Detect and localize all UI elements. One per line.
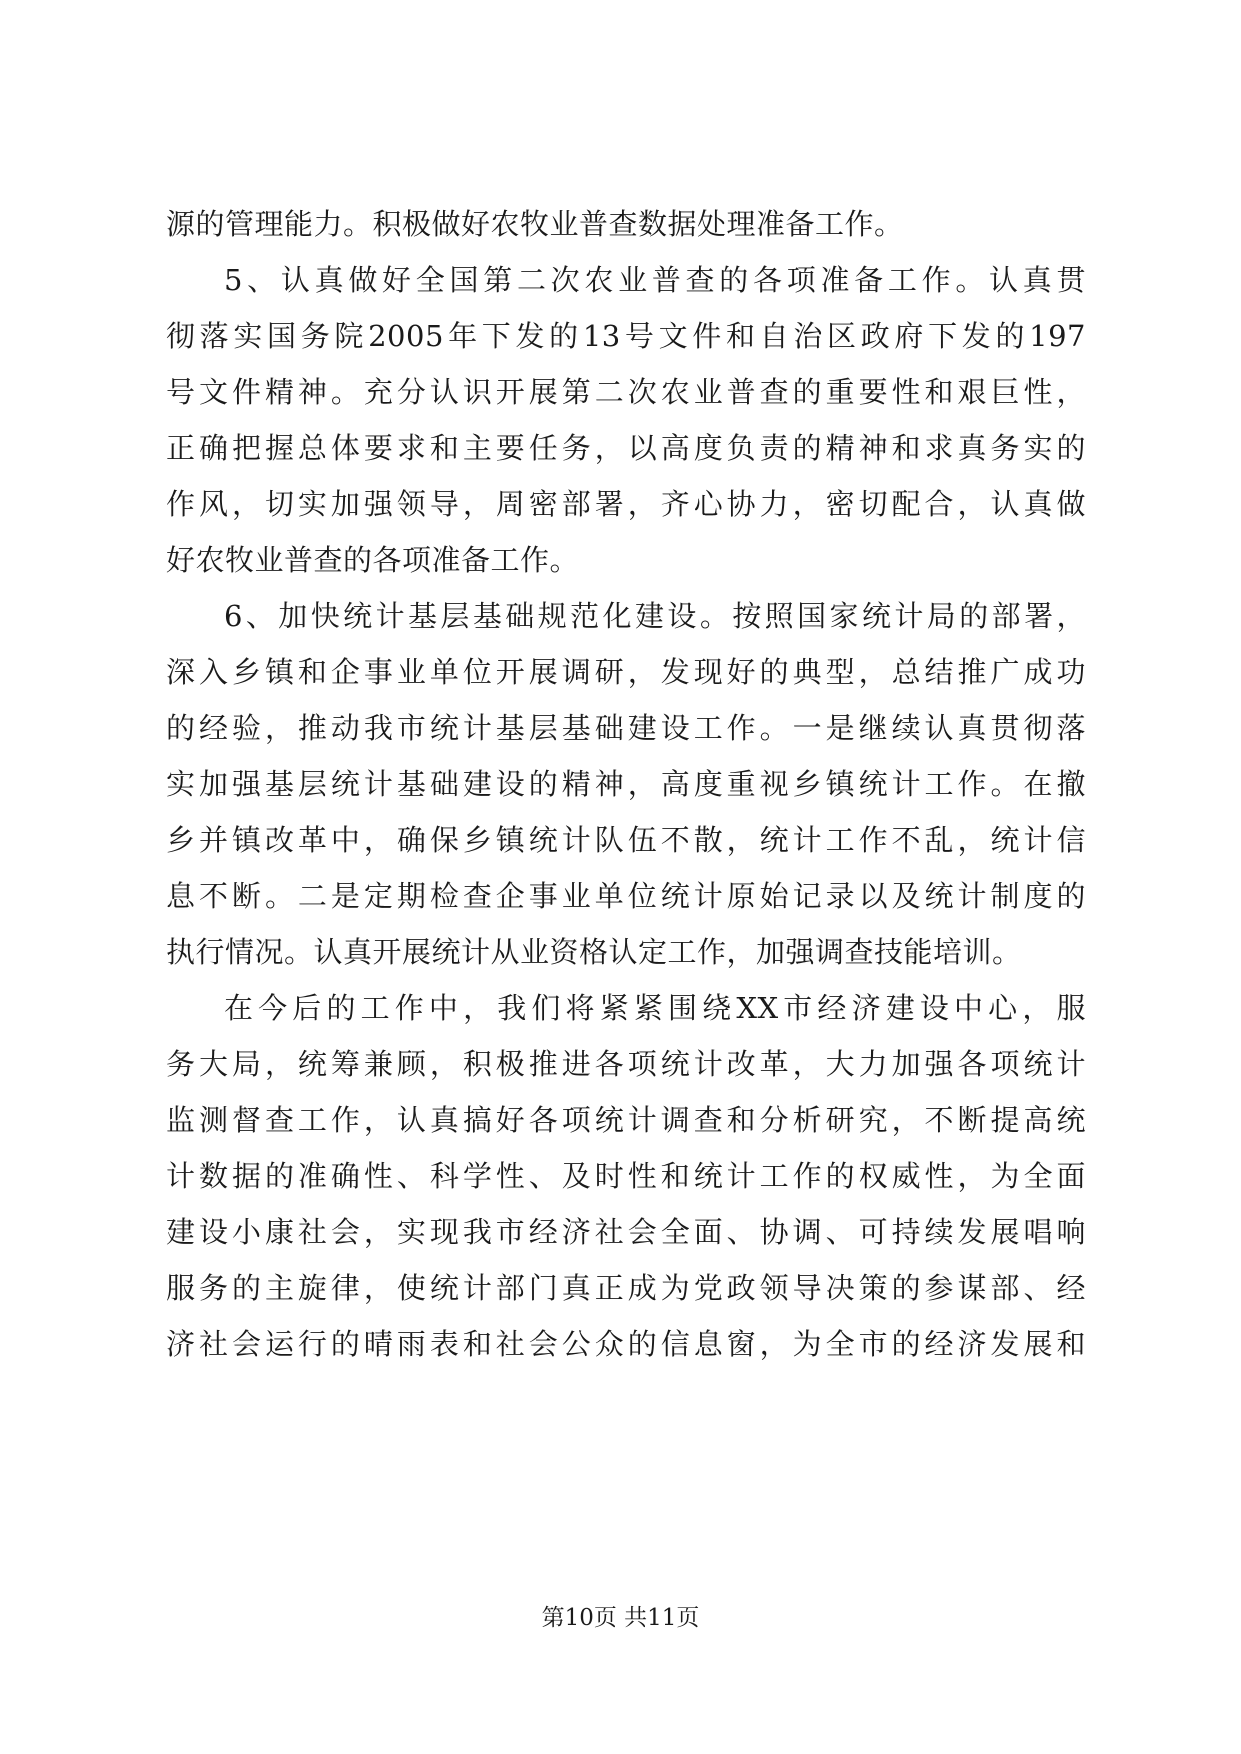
text-line: 执行情况。认真开展统计从业资格认定工作，加强调查技能培训。 bbox=[166, 935, 1022, 969]
text-line: 正确把握总体要求和主要任务，以高度负责的精神和求真务实的 bbox=[166, 431, 1086, 465]
text-line: 服务的主旋律，使统计部门真正成为党政领导决策的参谋部、经 bbox=[166, 1271, 1086, 1305]
text-line: 息不断。二是定期检查企事业单位统计原始记录以及统计制度的 bbox=[166, 879, 1086, 913]
text-line: 6、加快统计基层基础规范化建设。按照国家统计局的部署， bbox=[224, 599, 1086, 633]
text-line: 5、认真做好全国第二次农业普查的各项准备工作。认真贯 bbox=[224, 263, 1086, 297]
text-line: 在今后的工作中，我们将紧紧围绕XX市经济建设中心，服 bbox=[224, 991, 1086, 1025]
text-line: 好农牧业普查的各项准备工作。 bbox=[166, 543, 580, 577]
text-line: 彻落实国务院2005年下发的13号文件和自治区政府下发的197 bbox=[166, 319, 1086, 353]
text-line: 作风，切实加强领导，周密部署，齐心协力，密切配合，认真做 bbox=[166, 487, 1086, 521]
text-line: 建设小康社会，实现我市经济社会全面、协调、可持续发展唱响 bbox=[166, 1215, 1086, 1249]
text-line: 乡并镇改革中，确保乡镇统计队伍不散，统计工作不乱，统计信 bbox=[166, 823, 1086, 857]
text-line: 务大局，统筹兼顾，积极推进各项统计改革，大力加强各项统计 bbox=[166, 1047, 1086, 1081]
text-line: 深入乡镇和企事业单位开展调研，发现好的典型，总结推广成功 bbox=[166, 655, 1086, 689]
body-text bbox=[166, 196, 1086, 1372]
page-footer bbox=[0, 1603, 1241, 1633]
text-line: 实加强基层统计基础建设的精神，高度重视乡镇统计工作。在撤 bbox=[166, 767, 1086, 801]
text-line: 的经验，推动我市统计基层基础建设工作。一是继续认真贯彻落 bbox=[166, 711, 1086, 745]
text-line: 号文件精神。充分认识开展第二次农业普查的重要性和艰巨性， bbox=[166, 375, 1086, 409]
text-line: 源的管理能力。积极做好农牧业普查数据处理准备工作。 bbox=[166, 207, 904, 241]
text-line: 监测督查工作，认真搞好各项统计调查和分析研究，不断提高统 bbox=[166, 1103, 1086, 1137]
page-number: 第10页 共11页 bbox=[541, 1605, 700, 1631]
text-line: 济社会运行的晴雨表和社会公众的信息窗，为全市的经济发展和 bbox=[166, 1327, 1086, 1361]
text-line: 计数据的准确性、科学性、及时性和统计工作的权威性，为全面 bbox=[166, 1159, 1086, 1193]
